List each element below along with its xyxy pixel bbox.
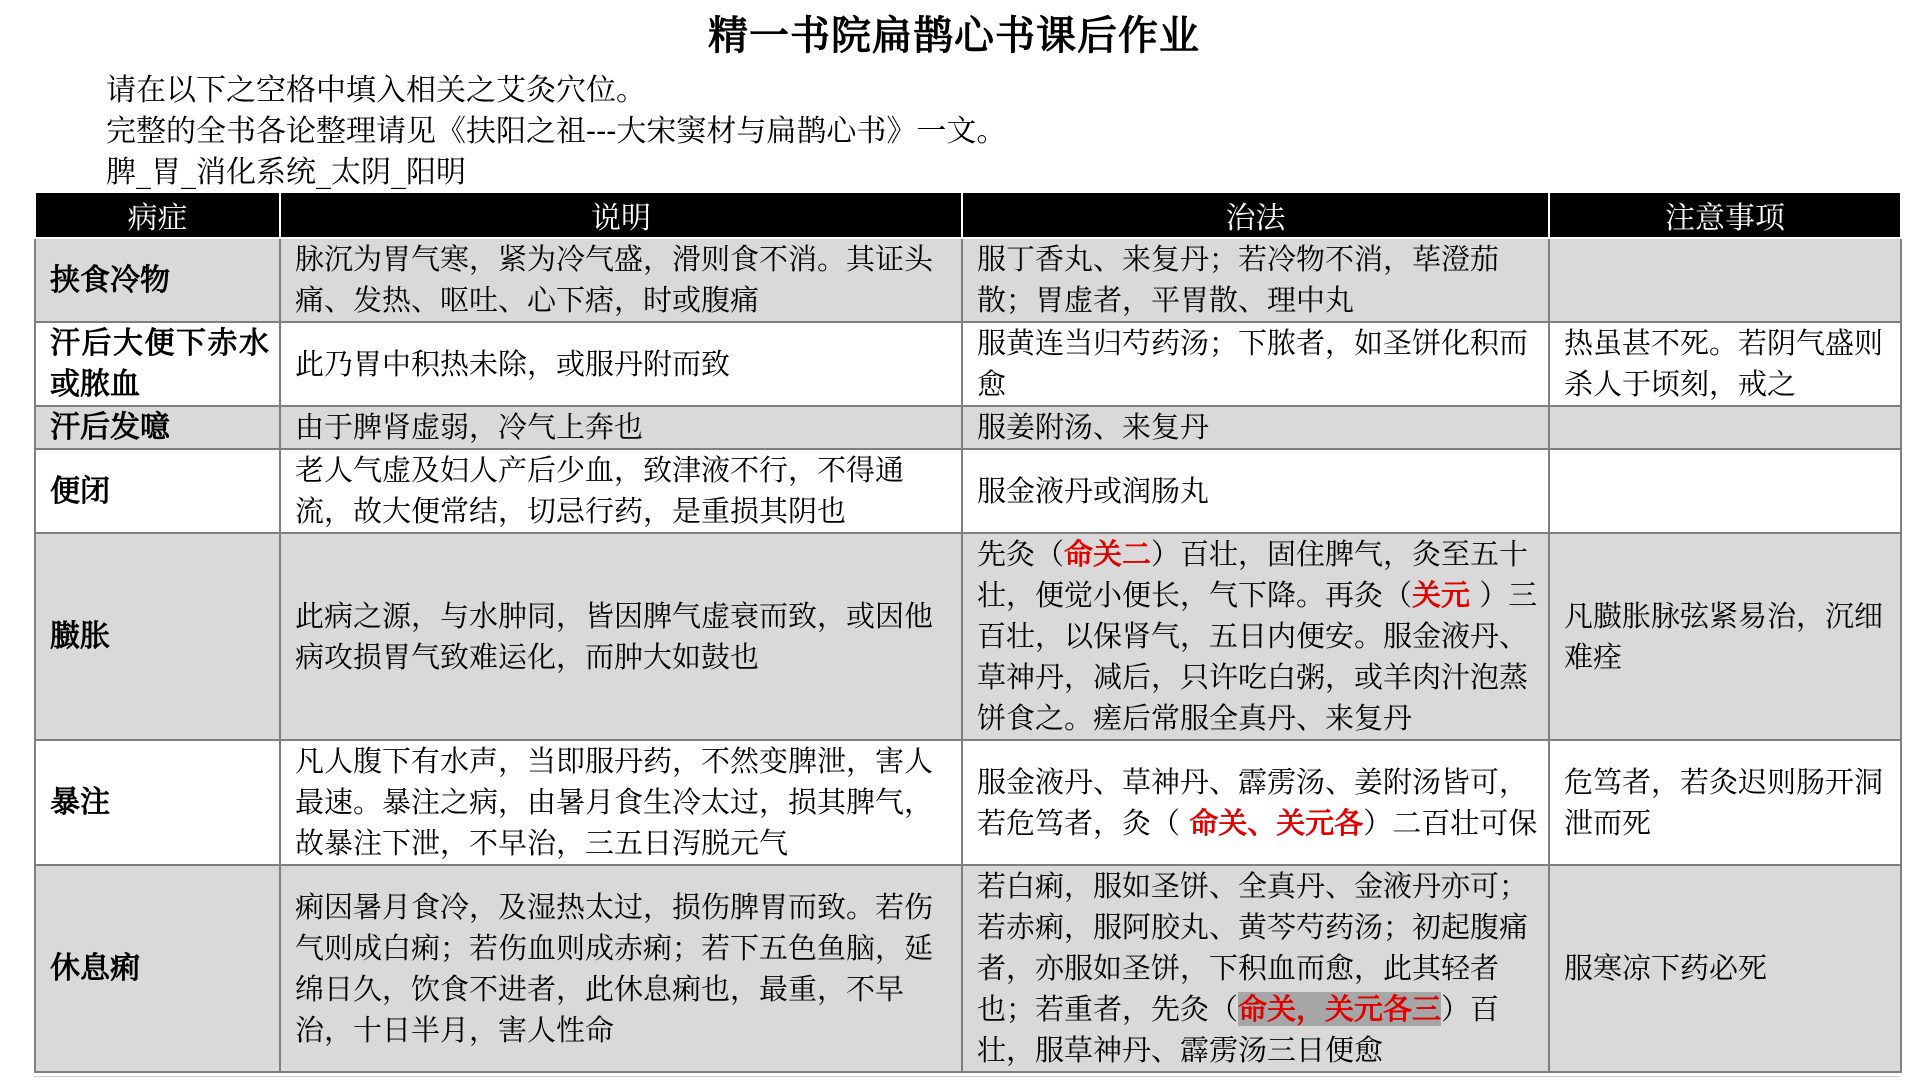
disease-cell: 臌胀: [35, 533, 280, 740]
table-row: [35, 740, 1901, 865]
treatment-cell: [962, 533, 1549, 740]
description-cell: 老人气虚及妇人产后少血，致津液不行，不得通流，故大便常结，切忌行药，是重损其阴也: [280, 449, 962, 533]
treatment-cell: [962, 322, 1549, 406]
acupoint-answer-highlighted[interactable]: 命关，关元各三: [1238, 992, 1442, 1026]
table-row: [35, 865, 1901, 1072]
table-row: [35, 406, 1901, 449]
treatment-text: 服金液丹、草神丹、霹雳汤、姜附汤皆可，若危笃者，灸（: [977, 764, 1529, 840]
table-row: [35, 449, 1901, 533]
treatment-cell: [962, 406, 1549, 449]
treatment-cell: [962, 740, 1549, 865]
treatment-text: 服丁香丸、来复丹；若冷物不消，荜澄茄散；胃虚者，平胃散、理中丸: [977, 242, 1500, 317]
acupoint-answer[interactable]: 命关、关元各: [1189, 805, 1364, 840]
description-cell: 凡人腹下有水声，当即服丹药，不然变脾泄，害人最速。暴注之病，由暑月食生冷太过，损其脾气，故暴注下泄，不早治，三五日泻脱元气: [280, 740, 962, 865]
treatment-text: ）三百壮，以保肾气，五日内便安。服金液丹、草神丹，减后，只许吃白粥，或羊肉汁泡蒸饼食之。瘥后常服全真丹、来复丹: [977, 578, 1538, 735]
treatment-cell: [962, 449, 1549, 533]
notes-cell: 热虽甚不死。若阴气盛则杀人于顷刻，戒之: [1549, 322, 1901, 406]
intro-line-category: 脾_胃_消化系统_太阴_阳明: [106, 155, 466, 190]
treatment-text: 若白痢，服如圣饼、全真丹、金液丹亦可；若赤痢，服阿胶丸、黄芩芍药汤；初起腹痛者，亦服如圣饼，下积血而愈，此其轻者也；若重者，先灸（: [977, 869, 1529, 1026]
acupoint-answer[interactable]: 命关二: [1064, 537, 1152, 571]
treatment-text: 服黄连当归芍药汤；下脓者，如圣饼化积而愈: [977, 326, 1529, 401]
page-bottom-divider: [34, 1076, 1900, 1077]
notes-cell: 危笃者，若灸迟则肠开洞泄而死: [1549, 740, 1901, 865]
header-treatment: 治法: [962, 192, 1549, 238]
treatment-text: ）百壮，固住脾气，灸至五十壮，便觉小便长，气下降。再灸（: [977, 537, 1529, 612]
description-cell: 痢因暑月食冷，及湿热太过，损伤脾胃而致。若伤气则成白痢；若伤血则成赤痢；若下五色鱼脑，延绵日久，饮食不进者，此休息痢也，最重，不早治，十日半月，害人性命: [280, 865, 962, 1072]
header-notes: 注意事项: [1549, 192, 1901, 238]
table-row: [35, 322, 1901, 406]
notes-cell[interactable]: [1549, 238, 1901, 322]
table-header-row: [35, 192, 1901, 238]
intro-line-reference: 完整的全书各论整理请见《扶阳之祖---大宋窦材与扁鹊心书》一文。: [106, 114, 1007, 149]
header-description: 说明: [280, 192, 962, 238]
description-cell: 脉沉为胃气寒，紧为冷气盛，滑则食不消。其证头痛、发热、呕吐、心下痞，时或腹痛: [280, 238, 962, 322]
intro-block: [106, 70, 1006, 193]
intro-line-instruction: 请在以下之空格中填入相关之艾灸穴位。: [106, 73, 646, 108]
disease-cell: 休息痢: [35, 865, 280, 1072]
treatment-cell: [962, 865, 1549, 1072]
treatment-text: ）二百壮可保: [1363, 805, 1538, 840]
acupoint-answer[interactable]: 关元: [1412, 578, 1471, 612]
header-disease: 病症: [35, 192, 280, 238]
disease-cell: 汗后发噫: [35, 406, 280, 449]
description-cell: 由于脾肾虚弱，冷气上奔也: [280, 406, 962, 449]
page-title: 精一书院扁鹊心书课后作业: [708, 13, 1200, 59]
homework-table: [34, 191, 1902, 1073]
description-cell: 此乃胃中积热未除，或服丹附而致: [280, 322, 962, 406]
notes-cell[interactable]: [1549, 449, 1901, 533]
disease-cell: 汗后大便下赤水或脓血: [35, 322, 280, 406]
treatment-text: 先灸（: [977, 537, 1065, 571]
table-row: [35, 238, 1901, 322]
description-cell: 此病之源，与水肿同，皆因脾气虚衰而致，或因他病攻损胃气致难运化，而肿大如鼓也: [280, 533, 962, 740]
disease-cell: 便闭: [35, 449, 280, 533]
notes-cell: 服寒凉下药必死: [1549, 865, 1901, 1072]
disease-cell: 暴注: [35, 740, 280, 865]
treatment-text: 服姜附汤、来复丹: [977, 410, 1210, 444]
treatment-text: 服金液丹或润肠丸: [977, 473, 1210, 508]
treatment-text: ）百壮，服草神丹、霹雳汤三日便愈: [977, 992, 1500, 1067]
notes-cell[interactable]: [1549, 406, 1901, 449]
notes-cell: 凡臌胀脉弦紧易治，沉细难痊: [1549, 533, 1901, 740]
table-row: [35, 533, 1901, 740]
treatment-cell: [962, 238, 1549, 322]
disease-cell: 挟食冷物: [35, 238, 280, 322]
